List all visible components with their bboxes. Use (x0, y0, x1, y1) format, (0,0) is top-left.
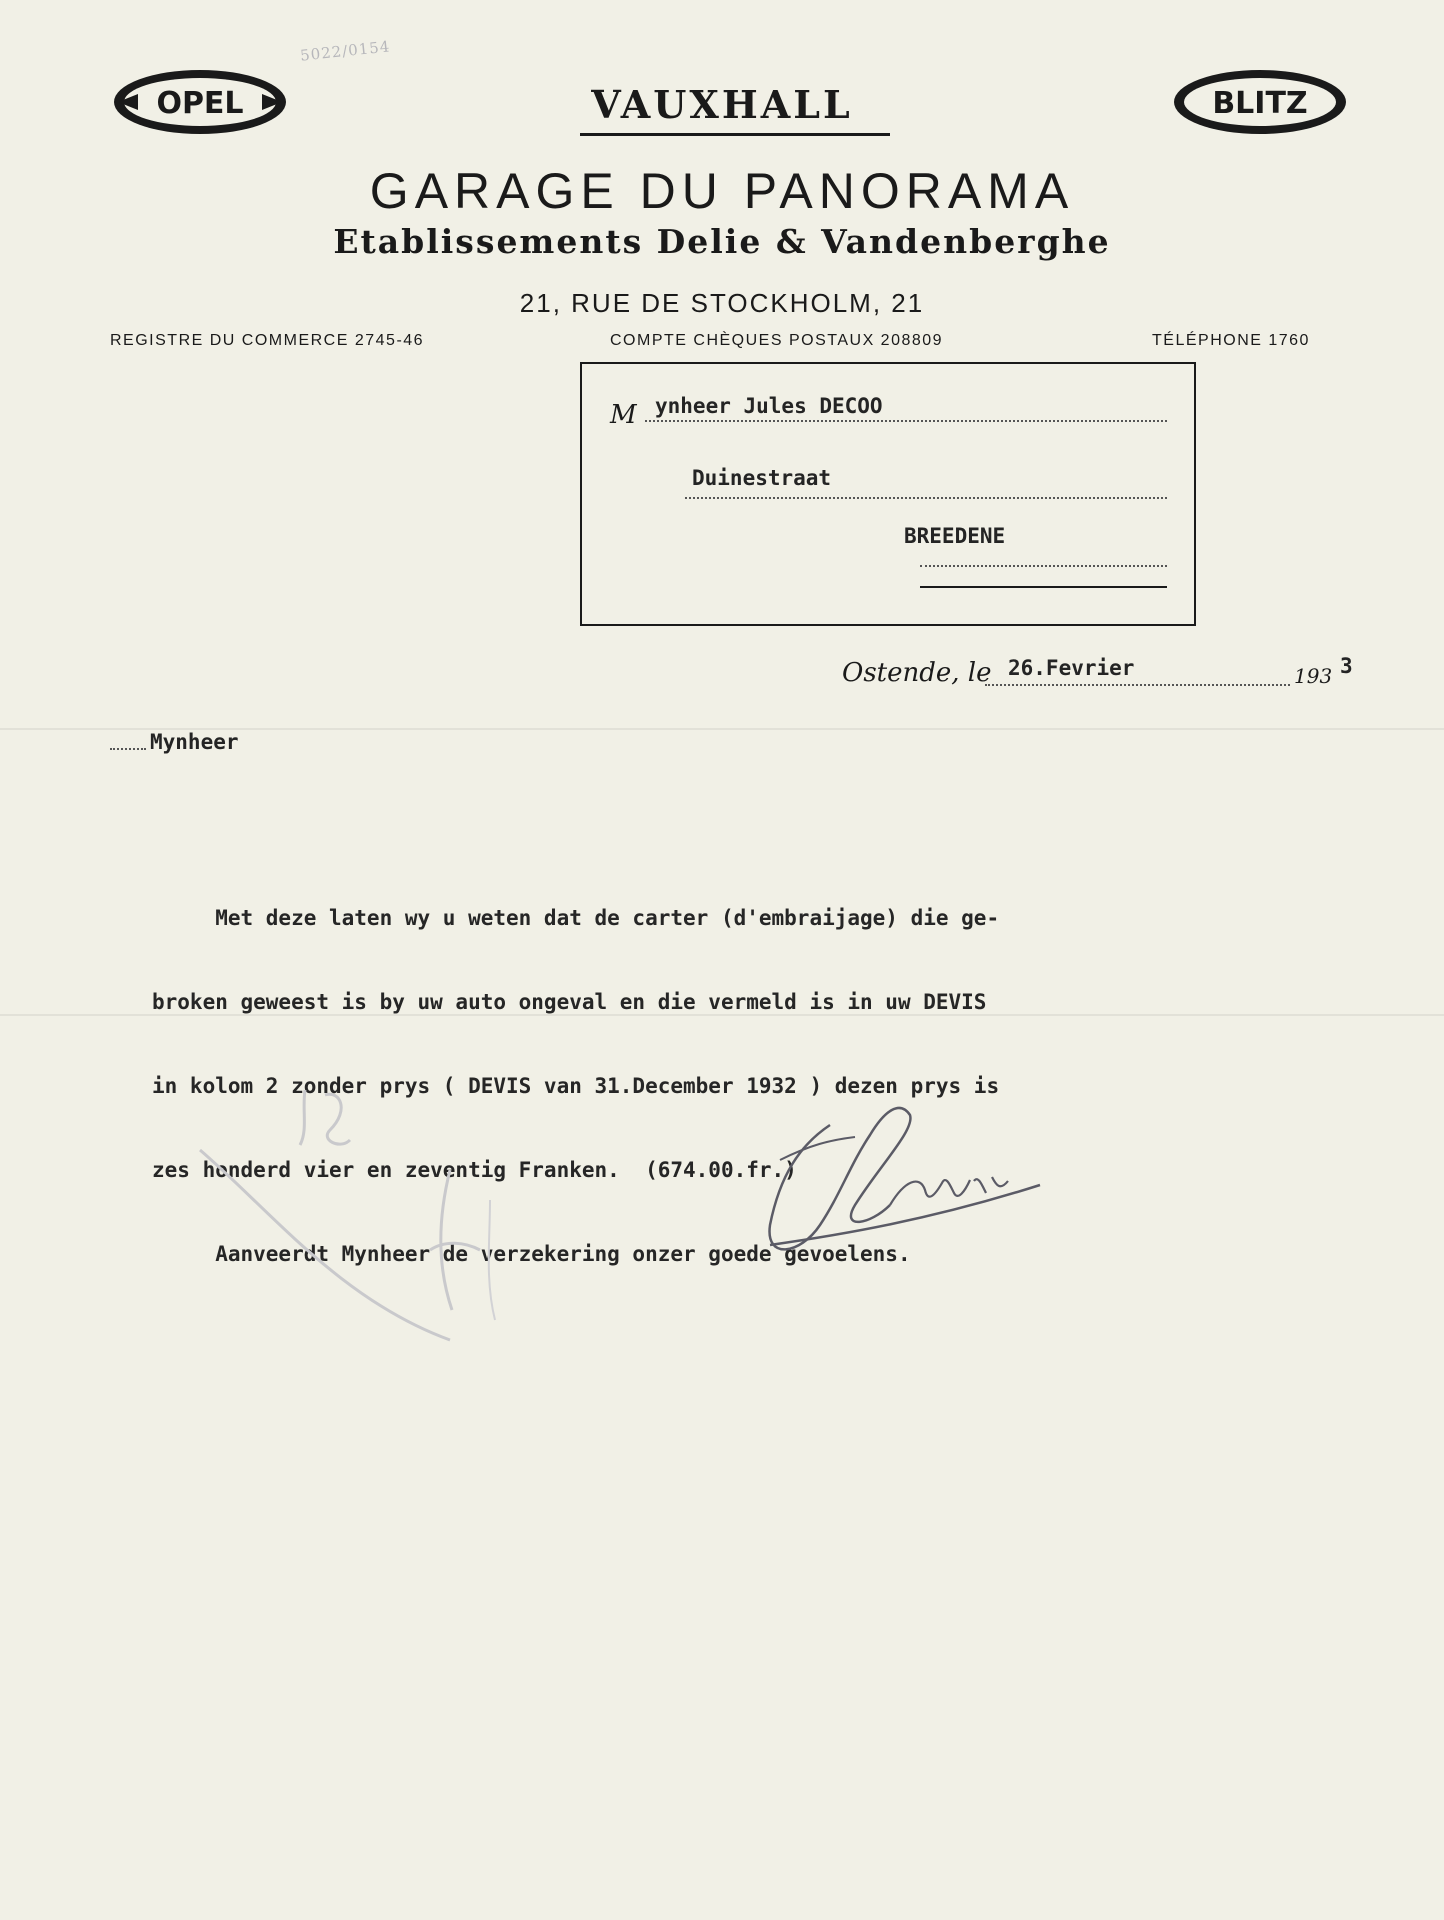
recipient-street: Duinestraat (692, 466, 832, 490)
postal-account: COMPTE CHÈQUES POSTAUX 208809 (610, 332, 944, 349)
recipient-name: ynheer Jules DECOO (655, 394, 883, 418)
opel-logo-text: OPEL (156, 86, 244, 121)
salutation-dash (110, 748, 146, 750)
recipient-prefix: M (610, 400, 637, 430)
recipient-city: BREEDENE (904, 524, 1006, 548)
brand-underline (580, 133, 890, 136)
pencil-reference-note: 5022/0154 (299, 37, 392, 65)
recipient-line-3 (920, 565, 1167, 567)
dateline-date: 26.Fevrier (1008, 656, 1135, 680)
dateline-year-prefix: 193 (1294, 664, 1333, 688)
recipient-line-1 (645, 420, 1167, 422)
salutation: Mynheer (150, 730, 239, 754)
body-line-1: Met deze laten wy u weten dat de carter (d'embraijage) die ge- (152, 906, 1000, 930)
commerce-registry: REGISTRE DU COMMERCE 2745-46 (110, 332, 425, 349)
establishment-name: Etablissements Delie & Vandenberghe (333, 222, 1111, 261)
body-line-2: broken geweest is by uw auto ongeval en die vermeld is in uw DEVIS (152, 990, 987, 1014)
dateline-dots (985, 684, 1290, 686)
blitz-logo-text: BLITZ (1212, 86, 1308, 121)
telephone: TÉLÉPHONE 1760 (1152, 332, 1310, 349)
body-line-4: zes honderd vier en zeventig Franken. (674.00.fr.) (152, 1158, 797, 1182)
recipient-line-4 (920, 586, 1167, 588)
body-line-3: in kolom 2 zonder prys ( DEVIS van 31.December 1932 ) dezen prys is (152, 1074, 1000, 1098)
brand-title: VAUXHALL (591, 82, 853, 127)
garage-name: GARAGE DU PANORAMA (369, 163, 1075, 219)
dateline-place: Ostende, le (842, 658, 992, 688)
body-line-5: Aanveerdt Mynheer de verzekering onzer goede gevoelens. (152, 1242, 911, 1266)
pencil-marks (190, 1070, 570, 1350)
recipient-line-2 (685, 497, 1167, 499)
signature (760, 1085, 1050, 1270)
dateline-year-suffix: 3 (1340, 654, 1353, 678)
company-address: 21, RUE DE STOCKHOLM, 21 (519, 288, 925, 318)
